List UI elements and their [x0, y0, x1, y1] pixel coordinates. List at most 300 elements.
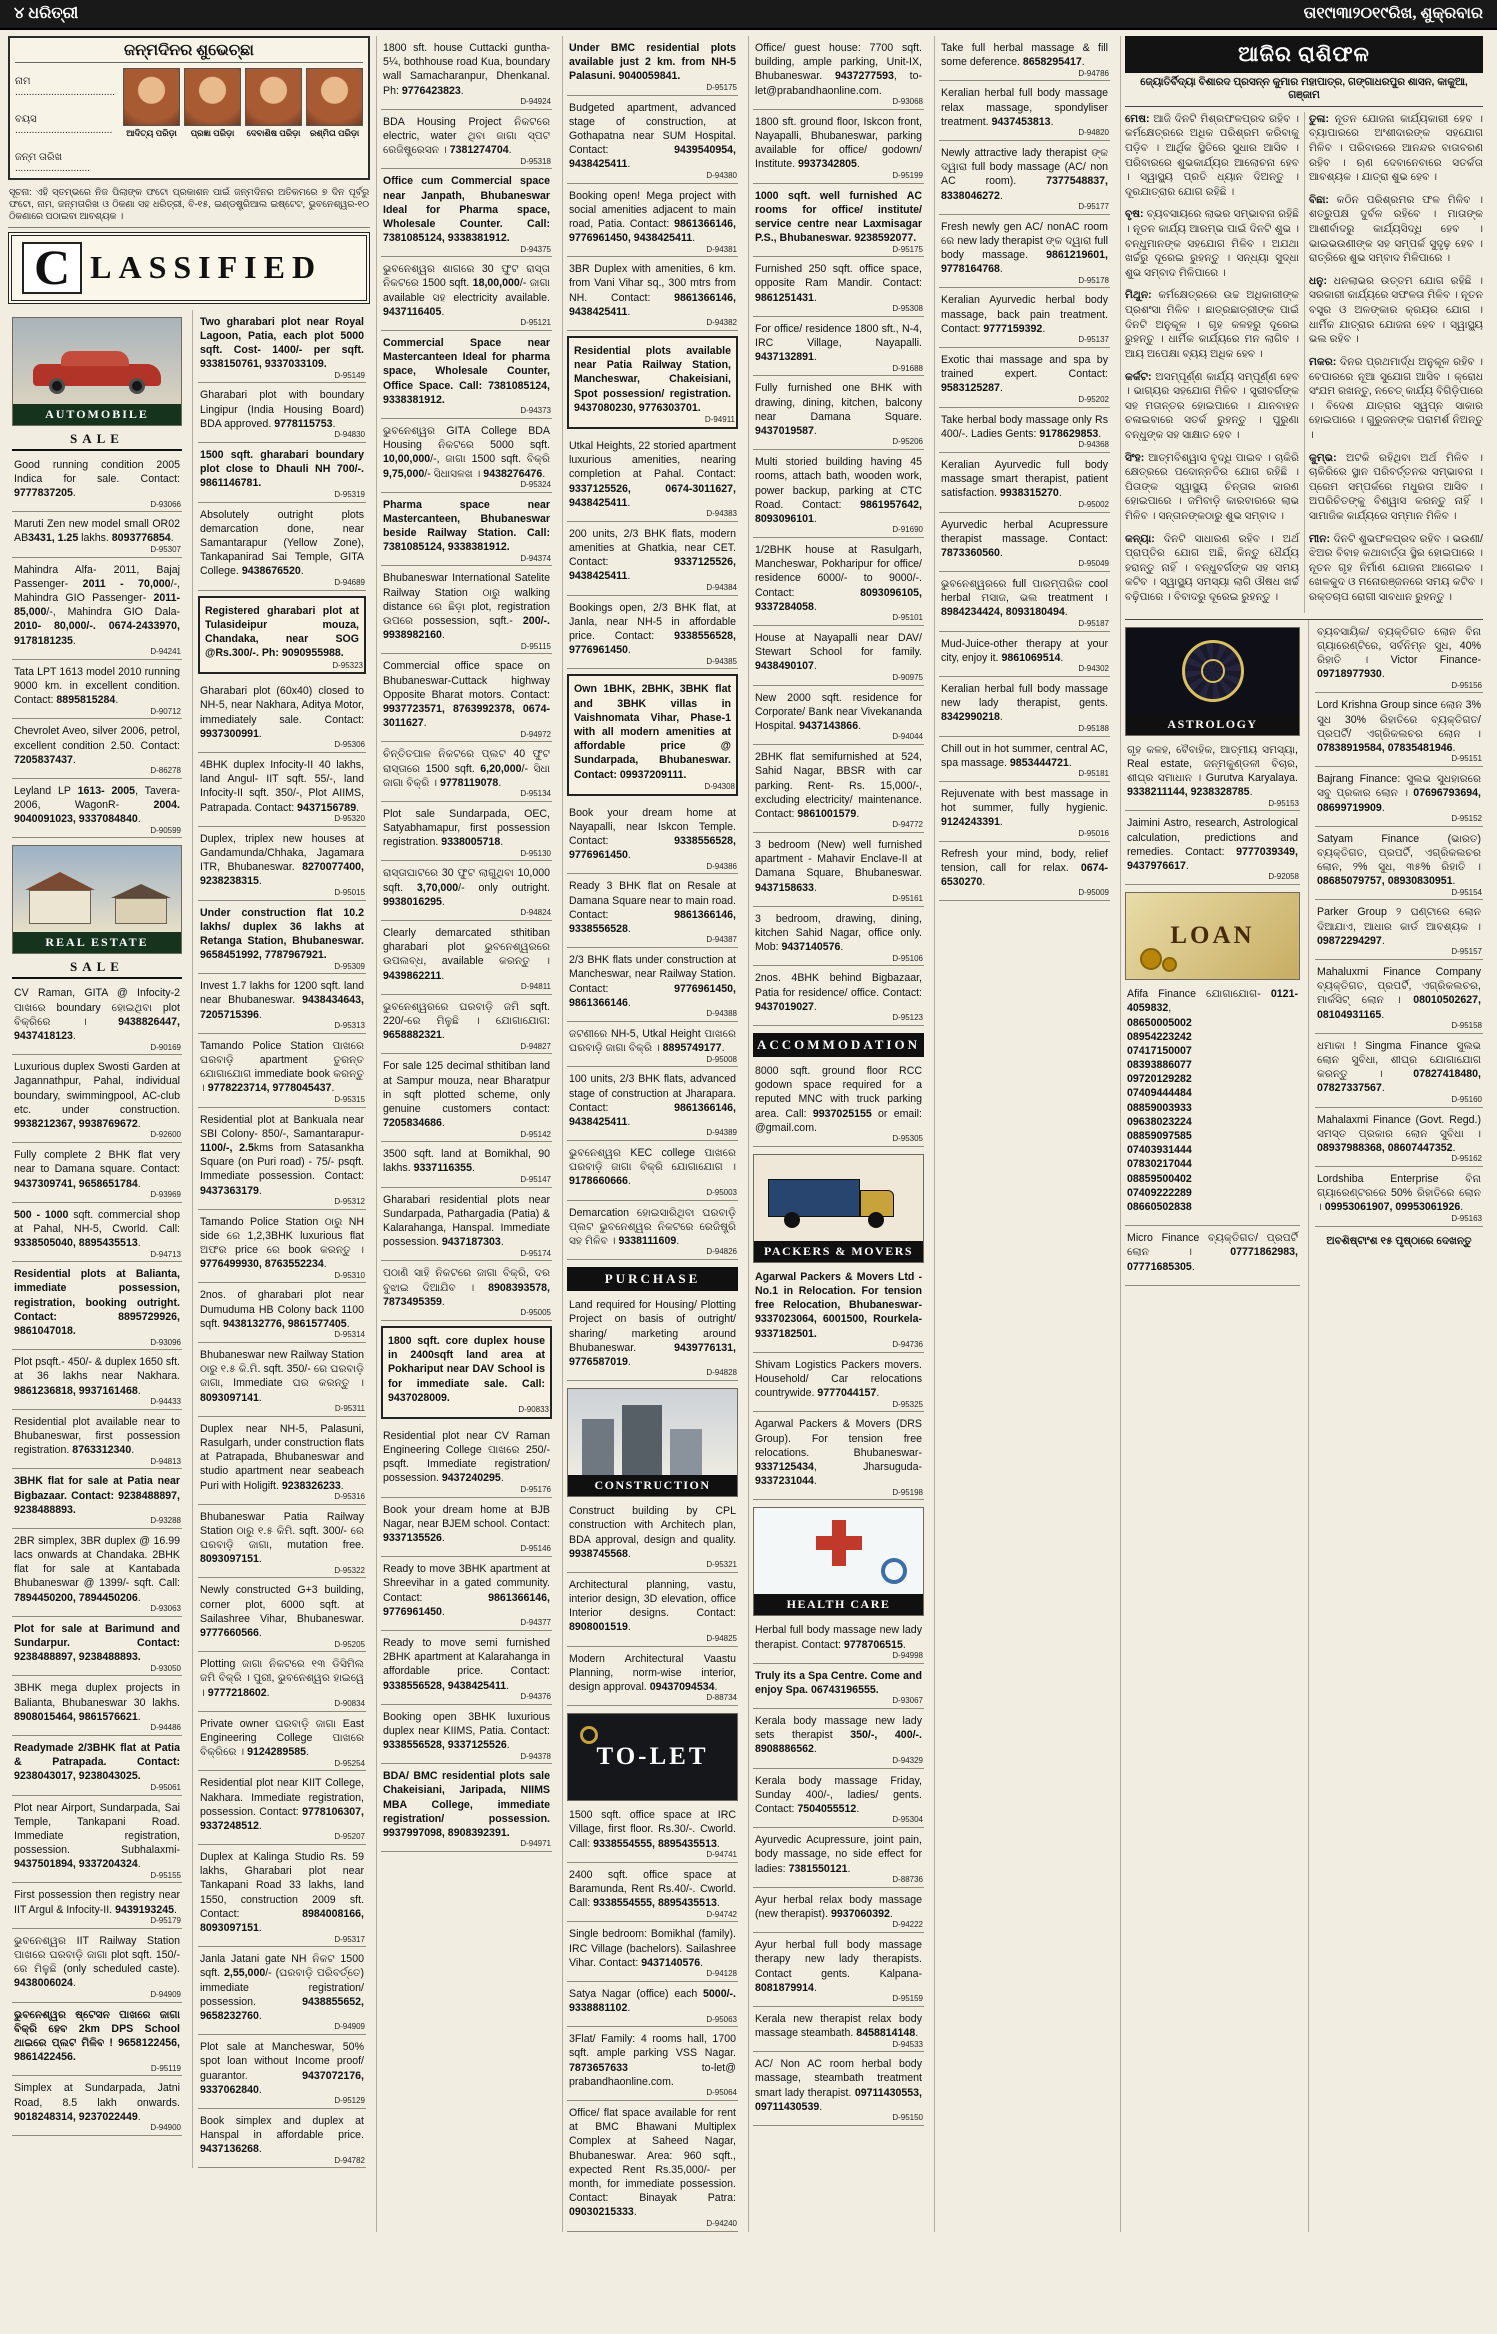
ad-id: D-94689: [334, 577, 365, 587]
classified-ad: [753, 36, 924, 110]
horoscope-entry: କନ୍ୟା: ଦିନଟି ସାଧାରଣ ରହିବ । ଅର୍ଥ ପ୍ରାପ୍ତିର ଯୋଗ ଅଛି, କିନ୍ତୁ ଧୈର୍ଯ୍ୟ ହରାନ୍ତୁ ନାହିଁ । ବନ୍ଧୁବର୍ଗଙ୍କ ସହ ସମୟ କଟିବ । ସ୍ୱାସ୍ଥ୍ୟ ସମସ୍ୟା ଲାଗି ଔଷଧ ଖର୍ଚ୍ଚ ବଢ଼ିପାରେ । ବିବାଦରୁ ଦୂରେଇ ରୁହନ୍ତୁ ।: [1125, 532, 1299, 604]
classified-ad: [567, 1647, 738, 1707]
ad-text: Book your dream home at Nayapalli, near Iskcon Temple. Contact: 9338556528, 9776961450.: [569, 806, 736, 862]
classified-ad: [939, 36, 1110, 81]
ad-id: D-95176: [520, 1484, 551, 1494]
ad-text: Kerala body massage Friday, Sunday 400/-, ladies/ gents. Contact: 7504055512.: [755, 1774, 922, 1815]
ad-id: D-95015: [334, 887, 365, 897]
birthday-child: [306, 68, 363, 174]
ad-text: 1500 sqft. gharabari boundary plot close to Dhauli NH 700/-. 9861146781.: [200, 449, 364, 490]
classified-ad: [381, 654, 552, 742]
ad-text: Residential plot near KIIT College, Nakhara. Immediate registration, possession. Contact: 9778106307, 9337248512.: [200, 1777, 364, 1832]
classified-ad: [567, 2027, 738, 2101]
classified-ad: [567, 184, 738, 258]
classified-banner: [8, 232, 370, 304]
ad-text: House at Nayapalli near DAV/ Stewart School for family. 9438490107.: [755, 632, 922, 673]
ad-id: D-95308: [892, 304, 923, 314]
ad-text: 1/2BHK house at Rasulgarh, Mancheswar, Pokharipur for office/ residence 6000/- to 9000/-. Contact: 8093096105, 9337284058.: [755, 544, 922, 613]
ad-id: D-94486: [150, 1723, 181, 1733]
ad-text: Maruti Zen new model small OR02 AB3431, 1.25 lakhs. 8093776854.: [14, 518, 180, 545]
ad-id: D-94388: [706, 1009, 737, 1019]
classified-ad: [753, 1828, 924, 1888]
zodiac-sign-name: କୁମ୍ଭ:: [1309, 451, 1347, 464]
ad-id: D-94713: [150, 1249, 181, 1259]
column-classifieds-4: [562, 36, 742, 2232]
construction-shape: [670, 1429, 702, 1475]
ad-text: Keralian Ayurvedic full body massage smart therapist, patient satisfaction. 9938315270.: [941, 458, 1108, 500]
ad-text: Shivam Logistics Packers movers. Household/ Car relocations countrywide. 9777044157.: [755, 1358, 922, 1400]
classified-ad: [1315, 1108, 1483, 1168]
ad-text: Ayurvedic herbal Acupressure therapist massage. Contact: 7873360560.: [941, 518, 1108, 559]
ad-text: ଧମାକା ! Singma Finance ସୁଲଭ ଲୋନ ସୁବିଧା, ଶୀଘ୍ର ଯୋଗାଯୋଗ କରନ୍ତୁ । 07827418480, 07827337567.: [1317, 1039, 1481, 1095]
column-classifieds-2: [192, 310, 370, 2169]
classified-ad: [753, 2007, 924, 2052]
astrology-illustration: [1126, 628, 1299, 714]
horoscope-entry: ତୁଳା: ନୂତନ ଯୋଜନା କାର୍ଯ୍ୟକାରୀ ହେବ । ବ୍ୟାପାରରେ ଅଂଶୀଦାରଙ୍କ ସହଯୋଗ ମିଳିବ । ପରିବାରରେ ଆନନ୍ଦର ବାତାବରଣ ରହିବ । ଋଣ ଦେବାନେବାରେ ସତର୍କତା ଆବଶ୍ୟକ । ଯାତ୍ରା ଶୁଭ ହେବ ।: [1309, 112, 1483, 184]
classified-ad: [198, 1712, 366, 1772]
left-columns: [8, 310, 370, 2169]
birthday-field: ବୟସ ...................................: [15, 114, 113, 136]
ad-text: Residential plots at Balianta, immediate possession, registration, booking outright. Contact: 8895729926, 9861047018.: [14, 1268, 180, 1338]
ad-id: D-94533: [892, 2039, 923, 2049]
construction-illustration: [568, 1389, 737, 1475]
classified-ad: [567, 1573, 738, 1647]
ad-text: Plot for sale at Barimund and Sundarpur. Contact: 9238488897, 9238488893.: [14, 1622, 180, 1664]
ad-text: Luxurious duplex Swosti Garden at Jagannathpur, Pahal, individual boundary, swimmingpool, AC-club etc. under construction. 9938212367, 9938769672.: [14, 1061, 180, 1130]
ad-text: Absolutely outright plots demarcation done, near Samantarapur (Yellow Zone), Tankapanirad Sai Temple, GITA College. 9438676520.: [200, 508, 364, 578]
classified-ad: [753, 686, 924, 746]
page-content: [0, 30, 1497, 2334]
classified-ad: [753, 1888, 924, 1933]
horoscope-entries: [1125, 107, 1483, 617]
loan-shape: [1140, 948, 1162, 970]
ad-text: Modern Architectural Vaastu Planning, norm-wise interior, design approval. 09437094534.: [569, 1652, 736, 1693]
column-finance-ads: [1308, 620, 1483, 2232]
ad-text: Simplex at Sundarpada, Jatni Road, 8.5 lakh onwards. 9018248314, 9237022449.: [14, 2082, 180, 2123]
classified-ad: [753, 907, 924, 967]
column-astrology-loan: [1125, 620, 1300, 2232]
classified-ad: [567, 36, 738, 96]
ad-id: D-93288: [150, 1516, 181, 1526]
ad-text: 2400 sqft. office space at Baramunda, Rent Rs.40/-. Cworld. Call: 9338554555, 8895435513.: [569, 1868, 736, 1910]
ad-text: Tamando Police Station ଠାରୁ NH side ରେ 1,2,3BHK luxurious flat ଅଫର price ରେ book କରନ୍ତୁ । 9776499930, 8763552234.: [200, 1215, 364, 1271]
ad-text: 3BHK flat for sale at Patia near Bigbazaar. Contact: 9238488897, 9238488893.: [14, 1475, 180, 1516]
ad-text: Bookings open, 2/3 BHK flat, at Janla, near NH-5 in affordable price. Contact: 9338556528, 9776961450.: [569, 601, 736, 657]
ad-text: Bhubaneswar International Satelite Railway Station ଠାରୁ walking distance ରେ ଛିଡ଼ା plot, registration ଉପରେ possession, sqft.- 200/-. 9938982160.: [383, 572, 550, 642]
ad-id: D-95163: [1451, 1213, 1482, 1223]
classified-ad: [12, 719, 182, 779]
ad-text: Tata LPT 1613 model 2010 running 9000 km. in excellent condition. Contact: 8895815284.: [14, 665, 180, 707]
child-photo: [184, 68, 241, 126]
classified-ad: [381, 1261, 552, 1321]
ad-id: D-95151: [1451, 754, 1482, 764]
ad-text: 1500 sqft. office space at IRC Village, first floor. Rs.30/-. Cworld. Call: 9338554555, 8895435513.: [569, 1809, 736, 1850]
classified-ad: [381, 110, 552, 170]
construction-banner: [567, 1388, 738, 1497]
ad-id: D-94374: [520, 553, 551, 563]
classified-ad: [198, 1108, 366, 1210]
ad-id: D-95323: [332, 660, 363, 670]
accommodation-section-header: ACCOMMODATION: [753, 1033, 924, 1057]
classified-ad: [12, 1262, 182, 1350]
classified-ad: [567, 1982, 738, 2027]
ad-text: Furnished 250 sqft. office space, opposite Ram Mandir. Contact: 9861251431.: [755, 263, 922, 304]
child-name: ଆଦିତ୍ୟ ପରିଡ଼ା: [126, 128, 177, 138]
ad-id: D-94378: [520, 1751, 551, 1761]
ad-text: Duplex, triplex new houses at Gandamunda/Chhaka, Jagamara ITR, Bhubaneswar. 8270077400, 9238238315.: [200, 832, 364, 888]
ad-id: D-93066: [150, 499, 181, 509]
ad-id: D-94376: [520, 1691, 551, 1701]
classified-ad: [1125, 982, 1300, 1226]
ad-id: D-94900: [150, 2123, 181, 2133]
ad-id: D-88736: [892, 1875, 923, 1885]
classified-ad: [381, 1054, 552, 1142]
classified-ad: [567, 1863, 738, 1923]
ad-id: D-94909: [150, 1989, 181, 1999]
classified-ad: [939, 632, 1110, 677]
ad-id: D-94742: [706, 1909, 737, 1919]
ad-id: D-94782: [334, 2155, 365, 2165]
ad-id: D-94998: [892, 1650, 923, 1660]
classified-ad: [1125, 738, 1300, 812]
ad-id: D-95315: [334, 1094, 365, 1104]
ad-id: D-93067: [892, 1696, 923, 1706]
ad-text: ଭୁବନେଶ୍ୱର ଷ୍ଟେସନ ପାଖରେ ଜାଗା ବିକ୍ରି ହେବ 2km DPS School ଥାଇରେ ପ୍ଲଟ ମିଳିବ ! 9658122456, 9861422456.: [14, 2008, 180, 2064]
date-line: ତା୧୯ା୩ା୨୦୧୯ରିଖ, ଶୁକ୍ରବାର: [1303, 5, 1483, 22]
ad-id: D-95150: [892, 2113, 923, 2123]
child-photo: [123, 68, 180, 126]
ad-id: D-95188: [1078, 723, 1109, 733]
automobile-photo: [12, 317, 182, 426]
ad-text: Residential plot near CV Raman Engineering College ପାଖରେ 250/- psqft. Immediate registration/ possession. 9437240295.: [383, 1429, 550, 1485]
classified-ad: [567, 1141, 738, 1201]
ad-text: Satyam Finance (ଭାରତ) ବ୍ୟକ୍ତିଗତ, ପ୍ରପର୍ଟି, ଏଗ୍ରିକଲଚର ଲୋନ, ୨% ସୁଧ, ୩୫% ରିହାତି । 08685079757, 08930830951.: [1317, 832, 1481, 888]
ad-text: 3500 sqft. land at Bomikhal, 90 lakhs. 9337116355.: [383, 1148, 550, 1175]
classified-ad: [567, 1293, 738, 1381]
ad-id: D-95129: [334, 2096, 365, 2106]
ad-id: D-95156: [1451, 680, 1482, 690]
ad-text: Under construction flat 10.2 lakhs/ duplex 36 lakhs at Retanga Station, Bhubaneswar. 9658451992, 7787967921.: [200, 906, 364, 962]
ad-id: D-95153: [1268, 798, 1299, 808]
ad-text: 3 bedroom, drawing, dining, kitchen Sahid Nagar, office only. Mob: 9437140576.: [755, 912, 922, 954]
ad-text: Office cum Commercial space near Janpath, Bhubaneswar Ideal for Pharma space, Wholesale Counter. Call: 7381085124, 9338381912.: [383, 175, 550, 245]
horoscope-section: [1120, 36, 1487, 2232]
ad-text: Gharabari residential plots near Sundarpada, Pathargadia (Patia) & Kalarahanga, Hanspal. Immediate possession. 9437187303.: [383, 1193, 550, 1249]
classified-ad: [753, 1618, 924, 1663]
construction-label: CONSTRUCTION: [568, 1475, 737, 1496]
ad-id: D-94375: [520, 244, 551, 254]
classified-ad: [753, 626, 924, 686]
classified-ad: [12, 1929, 182, 2003]
classified-ad: [198, 901, 366, 975]
ad-id: D-95121: [520, 318, 551, 328]
classified-ad: [1315, 1034, 1483, 1108]
ad-id: D-95101: [892, 613, 923, 623]
classified-ad: [381, 742, 552, 802]
classified-ad: [381, 802, 552, 862]
realestate-sale-header: SALE: [12, 957, 182, 979]
ad-text: Booking open! Mega project with social amenities adjacent to main road, Patia. Contact: 9861366146, 9776961450, 9438425411.: [569, 189, 736, 245]
ad-id: D-95309: [334, 961, 365, 971]
packers-movers-banner: [753, 1154, 924, 1263]
ad-id: D-95155: [150, 1870, 181, 1880]
classified-ad: [567, 1499, 738, 1573]
ad-id: D-95322: [334, 1565, 365, 1575]
ad-text: Duplex at Kalinga Studio Rs. 59 lakhs, Gharabari plot near Tankapani Road 33 lakhs, land 1550, construction 2009 sft. Contact: 8984008166, 8093097151.: [200, 1851, 364, 1935]
classified-ad: [939, 81, 1110, 141]
classified-ad: [198, 1845, 366, 1947]
ad-text: Plot sale at Mancheswar, 50% spot loan without Income proof/ guarantor. 9437072176, 9337062840.: [200, 2041, 364, 2096]
zodiac-sign-name: ବିଛା:: [1309, 193, 1337, 206]
classified-ad: [198, 2109, 366, 2169]
ad-text: Tamando Police Station ପାଖରେ ଘରବାଡ଼ି apartment ତୁରନ୍ତ ଯୋଗାଯୋଗ immediate book କରନ୍ତୁ । 9778223714, 9778045437.: [200, 1039, 364, 1095]
classified-ad: [12, 1796, 182, 1884]
ad-id: D-94308: [704, 781, 735, 791]
classified-ad: [198, 1652, 366, 1712]
horoscope-entry: ଧନୁ: ଧନଲାଭର ଉତ୍ତମ ଯୋଗ ରହିଛି । ସରକାରୀ କାର୍ଯ୍ୟରେ ସଫଳତା ମିଳିବ । ନୂତନ ବସ୍ତ୍ର ଓ ଅଳଙ୍କାର କ୍ରୟର ଯୋଗ । ଧାର୍ମିକ ଯାତ୍ରାର ଯୋଜନା ହେବ । ସ୍ୱାସ୍ଥ୍ୟ ଭଲ ରହିବ ।: [1309, 274, 1483, 346]
ad-id: D-95064: [706, 2088, 737, 2098]
classified-ad: [198, 753, 366, 827]
ad-id: D-93969: [150, 1190, 181, 1200]
classified-ad: [1315, 827, 1483, 901]
ad-text: Booking open 3BHK luxurious duplex near KIIMS, Patia. Contact: 9338556528, 9337125526.: [383, 1710, 550, 1752]
ad-text: Chevrolet Aveo, silver 2006, petrol, excellent condition 2.50. Contact: 7205837437.: [14, 725, 180, 766]
ad-text: CV Raman, GITA @ Infocity-2 ପାଖରେ boundary ହୋଇଥିବା plot ବିକ୍ରିରେ । 9438826447, 9437418123.: [14, 987, 180, 1043]
loan-banner: [1125, 892, 1300, 980]
zodiac-sign-name: ମିଥୁନ:: [1125, 289, 1159, 302]
ad-id: D-95321: [706, 1560, 737, 1570]
horoscope-title: ଆଜିର ରାଶିଫଳ: [1125, 36, 1483, 73]
classified-ad: [381, 257, 552, 331]
loan-shape: [1162, 957, 1177, 972]
ad-id: D-95306: [334, 740, 365, 750]
classified-ad: [381, 1326, 552, 1419]
birthday-field: ନାମ ....................................: [15, 76, 116, 98]
zodiac-sign-name: ସିଂହ:: [1125, 451, 1149, 464]
ad-id: D-94389: [706, 1128, 737, 1138]
ad-id: D-95152: [1451, 813, 1482, 823]
zodiac-sign-name: ମକର:: [1309, 355, 1340, 368]
ad-text: BDA/ BMC residential plots sale Chakeisiani, Jaripada, NIIMS MBA College, immediate registration/ possession. 9937997098, 8908392391.: [383, 1770, 550, 1839]
ad-id: D-94383: [706, 509, 737, 519]
ad-text: 3BHK mega duplex projects in Balianta, Bhubaneswar 30 lakhs. 8908015464, 9861576621.: [14, 1682, 180, 1723]
ad-id: D-94241: [150, 647, 181, 657]
ad-text: Lordshiba Enterprise ବିନା ଗ୍ୟାରେଣ୍ଟରରେ 50% ରିହାତିରେ ଲୋନ । 09953061907, 09953061926.: [1317, 1173, 1481, 1214]
classified-ad: [753, 317, 924, 377]
classified-ad: [1315, 900, 1483, 960]
ad-id: D-86278: [150, 766, 181, 776]
ad-id: D-95106: [892, 953, 923, 963]
classified-ad: [12, 981, 182, 1055]
classified-ad: [198, 827, 366, 901]
ad-text: Private owner ଘରବାଡ଼ି ଜାଗା East Engineering College ପାଖରେ ବିକ୍ରିରେ । 9124289585.: [200, 1717, 364, 1759]
ad-id: D-95178: [1078, 275, 1109, 285]
zodiac-sign-name: କର୍କଟ:: [1125, 370, 1156, 383]
ad-text: Ayur herbal full body massage therapy new lady therapists. Contact gents. Kalpana- 8081879914.: [755, 1939, 922, 1994]
classified-ad: [381, 566, 552, 654]
ad-id: D-95130: [520, 848, 551, 858]
ad-id: D-95311: [334, 1404, 365, 1414]
classified-ad: [198, 383, 366, 443]
classified-ad: [12, 660, 182, 720]
ad-text: 3Flat/ Family: 4 rooms hall, 1700 sqft. ample parking VSS Nagar. 7873657633 to-let@ prabandhaonline.com.: [569, 2033, 736, 2088]
classified-ad: [753, 966, 924, 1026]
classified-ad: [12, 1055, 182, 1143]
horoscope-bottom-ads: [1125, 619, 1483, 2232]
ad-text: Kerala body massage new lady sets therapist 350/-, 400/-. 8908886562.: [755, 1715, 922, 1756]
automobile-shape: [129, 378, 145, 394]
ad-id: D-94368: [1078, 440, 1109, 450]
birthday-child: [245, 68, 302, 174]
birthday-photos: [123, 68, 363, 174]
ad-text: Mud-Juice-other therapy at your city, enjoy it. 9861069514.: [941, 637, 1108, 664]
ad-id: D-95061: [150, 1782, 181, 1792]
ad-id: D-95016: [1078, 828, 1109, 838]
ad-text: 8000 sqft. ground floor RCC godown space required for a reputed MNC with truck parking area. Call: 9937025155 or email: @gmail.com.: [755, 1064, 922, 1134]
horoscope-entry: ମିଥୁନ: କର୍ମକ୍ଷେତ୍ରରେ ଉଚ୍ଚ ଅଧିକାରୀଙ୍କ ପ୍ରଶଂସା ମିଳିବ । ଛାତ୍ରଛାତ୍ରୀଙ୍କ ପାଇଁ ଦିନଟି ଅନୁକୂଳ । ଗୃହ କଳହରୁ ଦୂରେଇ ରୁହନ୍ତୁ । ଧାର୍ମିକ କାର୍ଯ୍ୟରେ ମନ ଲାଗିବ । ଆୟ ଅପେକ୍ଷା ବ୍ୟୟ ଅଧିକ ହେବ ।: [1125, 289, 1299, 360]
ad-text: ଭୁବନେଶ୍ୱର KEC college ପାଖରେ ଘରବାଡ଼ି ଜାଗା ବିକ୍ରି ଯୋଗାଯୋଗ । 9178660666.: [569, 1147, 736, 1188]
classified-ad: [381, 1764, 552, 1852]
classified-ad: [753, 1265, 924, 1353]
ad-id: D-95157: [1451, 947, 1482, 957]
ad-id: D-95002: [1078, 499, 1109, 509]
ad-text: 2nos. of gharabari plot near Dumuduma HB Colony back 1100 sqft. 9438132776, 9861577405.: [200, 1289, 364, 1330]
classified-ad: [1315, 767, 1483, 827]
ad-id: D-90833: [518, 1405, 549, 1415]
horoscope-entry: କର୍କଟ: ଅସମ୍ପୂର୍ଣ୍ଣ କାର୍ଯ୍ୟ ସମ୍ପୂର୍ଣ୍ଣ ହେବ । ଭାଗ୍ୟର ସହଯୋଗ ମିଳିବ । ସ୍ତ୍ରୀବର୍ଗଙ୍କ ସହ ମତାନ୍ତର ହୋଇପାରେ । ଯାନବାହନ ଚଳାଇବାରେ ସତର୍କ ରୁହନ୍ତୁ । ପୁରୁଣା ବନ୍ଧୁଙ୍କ ସହ ସାକ୍ଷାତ ହେବ ।: [1125, 370, 1299, 441]
ad-id: D-88734: [706, 1693, 737, 1703]
ad-text: Residential plots available near Patia Railway Station, Mancheswar, Chakeisiani, Spot possession/ registration. 9437080230, 9776303701.: [574, 345, 731, 414]
ad-text: Refresh your mind, body, relief tension, call for relax. 0674-6530270.: [941, 847, 1108, 888]
ad-text: Rejuvenate with best massage in hot summer, fully hygienic. 9124243391.: [941, 787, 1108, 829]
ad-id: D-90599: [150, 825, 181, 835]
classified-ad: [567, 1922, 738, 1982]
classified-ad: [381, 861, 552, 921]
ad-text: 2nos. 4BHK behind Bigbazaar, Patia for residence/ office. Contact: 9437019027.: [755, 972, 922, 1013]
ad-id: D-95181: [1078, 769, 1109, 779]
classified-ad: [381, 331, 552, 419]
classified-ad: [753, 376, 924, 450]
ad-text: Plot near Airport, Sundarpada, Sai Temple, Tankapani Road. Immediate registration, possession. Subhalaxmi- 9437501894, 9337204324.: [14, 1801, 180, 1871]
classified-ad: [753, 833, 924, 907]
classified-ad: [567, 1803, 738, 1863]
classified-ad: [381, 169, 552, 257]
ad-id: D-95159: [892, 1994, 923, 2004]
ad-text: Agarwal Packers & Movers Ltd - No.1 in Relocation. For tension free Relocation, Bhubaneswar- 9337023064, 6001500, Rourkela- 9337182501.: [755, 1270, 923, 1340]
ad-id: D-95324: [520, 479, 551, 489]
ad-text: Herbal full body massage new lady therapist. Contact: 9778706515.: [755, 1624, 922, 1651]
ad-id: D-94813: [150, 1456, 181, 1466]
birthday-body: [15, 68, 363, 174]
ad-id: D-95206: [892, 437, 923, 447]
ad-text: 2/3 BHK flats under construction at Mancheswar, near Railway Station. Contact: 9776961450, 9861366146.: [569, 954, 736, 1009]
ad-id: D-95316: [334, 1492, 365, 1502]
classified-ad: [939, 408, 1110, 453]
ad-id: D-94830: [334, 430, 365, 440]
ad-text: Kerala new therapist relax body massage steambath. 8458814148.: [755, 2012, 922, 2040]
classified-ad: [1315, 1167, 1483, 1227]
ad-id: D-95314: [334, 1330, 365, 1340]
child-name: ପ୍ରଜ୍ଞା ପରିଡ଼ା: [190, 128, 235, 138]
ad-text: First possession then registry near IIT Argul & Infocity-II. 9439193245.: [14, 1889, 180, 1916]
tolet-banner: [567, 1713, 738, 1801]
classified-ad: [12, 453, 182, 513]
classified-ad: [12, 1529, 182, 1617]
classified-ad: [198, 1034, 366, 1108]
ad-id: D-95161: [892, 894, 923, 904]
realestate-illustration: [13, 846, 181, 932]
ad-text: Single bedroom: Bomikhal (family). IRC Village (bachelors). Sailashree Vihar. Contact: 9437140576.: [569, 1928, 736, 1969]
classified-ad: [381, 921, 552, 995]
ad-text: 1800 sqft. core duplex house in 2400sqft land area at Pokhariput near DAV School is for immediate sale. Call: 9437028009.: [388, 1334, 545, 1404]
classified-ad: [753, 1709, 924, 1769]
ad-id: D-94386: [706, 861, 737, 871]
ad-id: D-95205: [334, 1639, 365, 1649]
classified-ad: [567, 257, 738, 331]
purchase-section-header: PURCHASE: [567, 1267, 738, 1291]
classified-ad: [381, 419, 552, 493]
classified-ad: [567, 596, 738, 670]
automobile-sale-header: SALE: [12, 429, 182, 451]
ad-text: Commercial Space near Mastercanteen Ideal for pharma space, Wholesale Counter, Office Space. Call: 7381085124, 9338381912.: [383, 337, 550, 406]
classified-ad: [567, 522, 738, 596]
construction-shape: [622, 1405, 662, 1475]
astrology-shape: [1201, 659, 1225, 683]
classified-ad: [381, 1142, 552, 1187]
ad-id: D-95123: [892, 1013, 923, 1023]
ad-text: 3BR Duplex with amenities, 6 km. from Vani Vihar sq., 300 mtrs from NH. Contact: 9861366146, 9438425411.: [569, 263, 736, 318]
ad-id: D-94380: [706, 170, 737, 180]
classified-ad: [381, 1188, 552, 1262]
ad-text: Book your dream home at BJB Nagar, near BJEM school. Contact: 9337135526.: [383, 1503, 550, 1544]
classified-ad: [12, 558, 182, 660]
classified-ad: [753, 538, 924, 626]
ad-text: Keralian Ayurvedic herbal body massage, back pain treatment. Contact: 9777159392.: [941, 294, 1108, 335]
ad-text: Parker Group ୨ ଘଣ୍ଟାରେ ଲୋନ ଦିଆଯାଏ, ଆଧାର କାର୍ଡ ଆବଶ୍ୟକ । 09872294297.: [1317, 906, 1481, 947]
ad-text: 500 - 1000 sqft. commercial shop at Pahal, NH-5, Cworld. Call: 9338505040, 8895435513.: [14, 1208, 180, 1250]
classified-ad: [198, 1210, 366, 1284]
classified-ad: [753, 1664, 924, 1709]
classified-ad: [198, 1283, 366, 1343]
classified-ad: [381, 1424, 552, 1498]
classified-ad: [1315, 960, 1483, 1034]
child-photo: [245, 68, 302, 126]
classified-title: LASSIFIED: [90, 249, 323, 286]
tolet-illustration: [568, 1714, 737, 1800]
packers-illustration: [754, 1155, 923, 1241]
ad-text: Demarcation ହୋଇସାରିଥିବା ଘରବାଡ଼ି ପ୍ଲଟ ଭୁବନେଶ୍ୱର ନିକଟରେ ରେଜିଷ୍ଟ୍ରି ସହ ମିଳିବ । 9338111609.: [569, 1206, 736, 1247]
ad-text: 3 bedroom (New) well furnished apartment - Mahavir Enclave-II at Damana Square, Bhubaneswar. 9437158633.: [755, 839, 922, 894]
packers-label: PACKERS & MOVERS: [754, 1241, 923, 1262]
ad-id: D-95177: [1078, 201, 1109, 211]
ad-id: D-95304: [892, 1815, 923, 1825]
classified-ad: [567, 1067, 738, 1141]
ad-text: ଚିନ୍ତିତପାଳ ନିକଟରେ ପ୍ଲଟ 40 ଫୁଟ ରାସ୍ତାରେ 1500 sqft. 6,20,000/- ସିଧା ଜାଗା ବିକ୍ରି । 9778119078.: [383, 748, 550, 789]
ad-id: D-95005: [520, 1308, 551, 1318]
classified-ad: [939, 288, 1110, 348]
ad-text: Book simplex and duplex at Hanspal in affordable price. 9437136268.: [200, 2114, 364, 2156]
ad-id: D-90975: [892, 672, 923, 682]
ad-text: 2BR simplex, 3BR duplex @ 16.99 lacs onwards at Chandaka. 2BHK flat for sale at Kantabada Bhubaneswar @ 1399/- sqft. Call: 7894450200, 7894450206.: [14, 1534, 180, 1604]
ad-id: D-94828: [706, 1368, 737, 1378]
ad-text: Agarwal Packers & Movers (DRS Group). For tension free relocations. Bhubaneswar- 9337125434, Jharsuguda- 9337231044.: [755, 1418, 922, 1488]
classified-ad: [12, 512, 182, 557]
zodiac-sign-name: ଧନୁ:: [1309, 274, 1334, 287]
ad-id: D-94909: [334, 2022, 365, 2032]
ad-id: D-95175: [706, 82, 737, 92]
ad-text: Bhubaneswar Patia Railway Station ଠାରୁ ୧.୫ କିମି. sqft. 300/- ରେ ଘରବାଡ଼ି ଜାଗା, mutation free. 8093097151.: [200, 1510, 364, 1566]
zodiac-sign-name: ବୃଷ:: [1125, 208, 1147, 221]
